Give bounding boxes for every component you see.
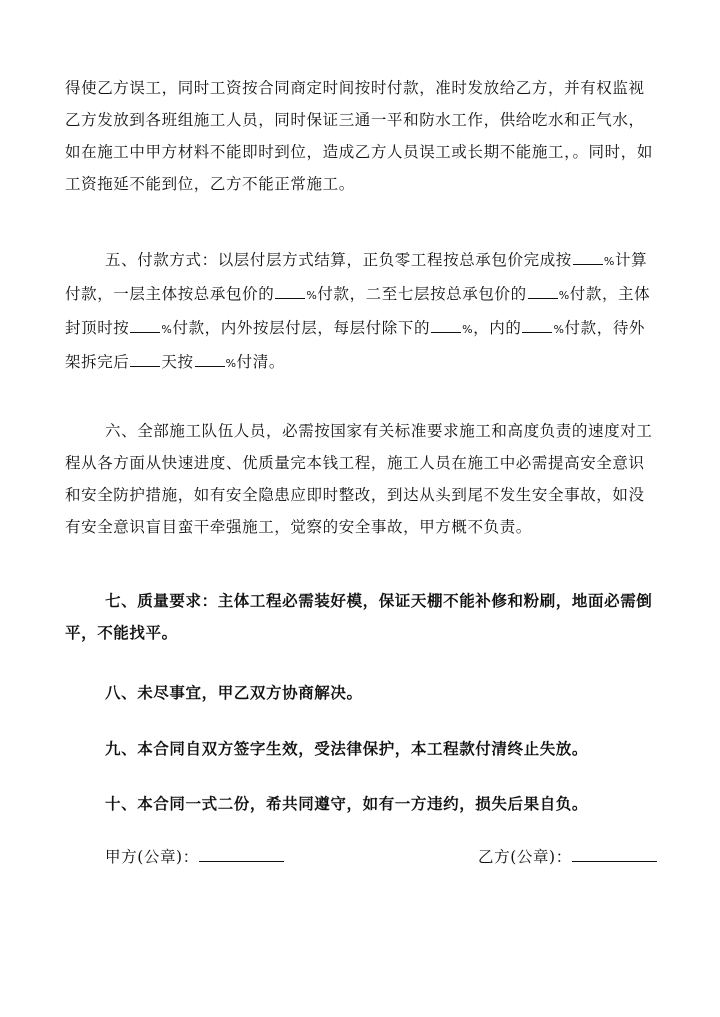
clause-5-text-c: 付款，二至七层按总承包价的	[317, 285, 527, 303]
paragraph-clause-6-safety: 六、全部施工队伍人员，必需按国家有关标准要求施工和高度负责的速度对工程从各方面从快速进度、优质量完本钱工程，施工人员在施工中必需提高安全意识和安全防护措施，如有安全隐患应即时整改，到达从头到尾不发生安全事故，如没有安全意识盲目蛮干牵强施工，觉察的安全事故，甲方概不负责。	[65, 422, 653, 536]
blank-field	[275, 284, 305, 299]
clause-5-text-f: ，内的	[473, 319, 522, 337]
clause-5-text-b: 计算付款，一层主体按总承包价的	[65, 251, 648, 303]
party-a-signature-line	[199, 845, 284, 862]
percent-sign: %	[553, 323, 565, 336]
blank-field	[195, 352, 225, 367]
paragraph-clause-7-quality: 七、质量要求：主体工程必需装好模，保证天棚不能补修和粉刷，地面必需倒平，不能找平。	[65, 591, 653, 642]
percent-sign: %	[161, 323, 173, 336]
blank-field	[431, 318, 461, 333]
blank-field	[573, 250, 603, 265]
signature-party-a	[105, 845, 284, 867]
signature-party-b	[478, 845, 657, 867]
percent-sign: %	[306, 289, 318, 302]
clause-5-text-i: 付清。	[236, 353, 285, 371]
clause-5-text-a: 五、付款方式：以层付层方式结算，正负零工程按总承包价完成按	[105, 251, 572, 269]
party-b-label: 乙方(公章)：	[478, 848, 572, 866]
clause-5-text-d: 付款，主体封顶时按	[65, 285, 651, 337]
percent-sign: %	[558, 289, 570, 302]
paragraph-payment-obligations: 得使乙方误工，同时工资按合同商定时间按时付款，准时发放给乙方，并有权监视乙方发放到各班组施工人员，同时保证三通一平和防水工作，供给吃水和正气水，如在施工中甲方材料不能即时到位，造成乙方人员误工或长期不能施工，。同时，如工资拖延不能到位，乙方不能正常施工。	[65, 79, 653, 193]
blank-field	[130, 352, 160, 367]
percent-sign: %	[225, 357, 237, 370]
blank-field	[528, 284, 558, 299]
paragraph-clause-8: 八、未尽事宜，甲乙双方协商解决。	[105, 683, 363, 702]
percent-sign: %	[603, 255, 615, 268]
percent-sign: %	[462, 323, 474, 336]
blank-field	[522, 318, 552, 333]
blank-field	[130, 318, 160, 333]
clause-5-text-e: 付款，内外按层付层，每层付除下的	[172, 319, 431, 337]
clause-5-text-h: 天按	[161, 353, 194, 371]
party-a-label: 甲方(公章)：	[105, 848, 199, 866]
paragraph-clause-10: 十、本合同一式二份，希共同遵守，如有一方违约，损失后果自负。	[105, 794, 589, 813]
paragraph-clause-5-payment-method	[65, 244, 660, 380]
party-b-signature-line	[572, 845, 657, 862]
clause-5-text-g: 付款，待外架拆完后	[65, 319, 646, 371]
paragraph-clause-9: 九、本合同自双方签字生效，受法律保护，本工程款付清终止失放。	[105, 739, 589, 758]
